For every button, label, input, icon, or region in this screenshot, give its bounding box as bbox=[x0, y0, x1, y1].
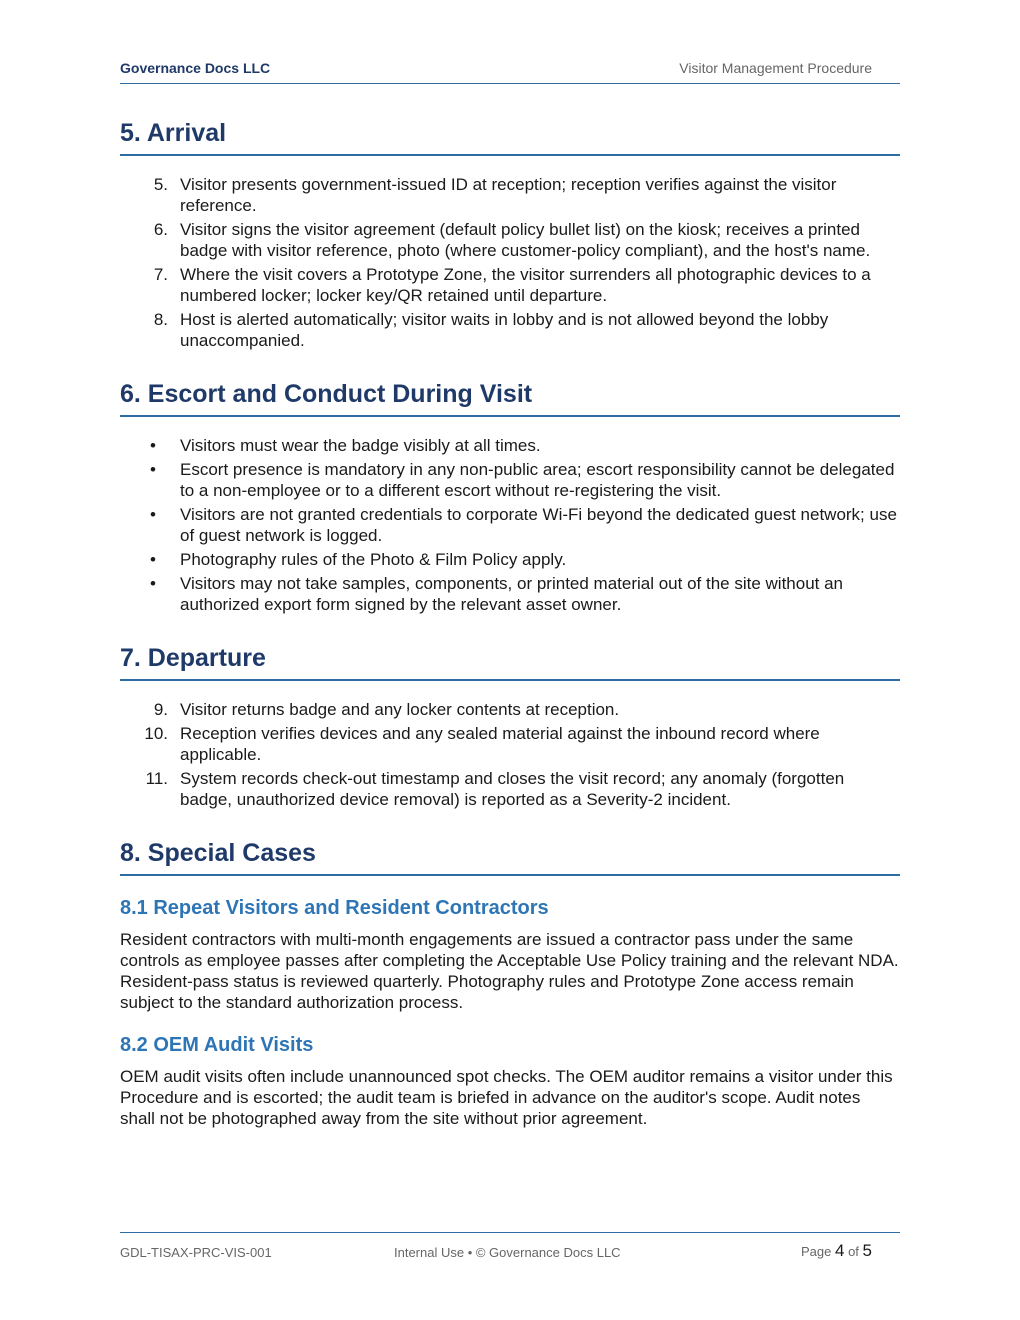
list-text: Photography rules of the Photo & Film Policy apply. bbox=[180, 550, 567, 569]
bullet-marker: • bbox=[150, 550, 156, 569]
paragraph-oem-audit: OEM audit visits often include unannounced spot checks. The OEM auditor remains a visitor under this Procedure and is escorted; the audit team is briefed in advance on the auditor's scope. Audit notes shall not be photographed away from the site without prior agreement. bbox=[120, 1067, 893, 1128]
total-pages: 5 bbox=[862, 1241, 872, 1260]
current-page: 4 bbox=[834, 1241, 845, 1260]
section-heading-arrival: 5. Arrival bbox=[120, 118, 900, 156]
list-text: Visitors must wear the badge visibly at all times. bbox=[180, 436, 541, 455]
section-heading-escort: 6. Escort and Conduct During Visit bbox=[120, 379, 900, 417]
list-number: 5. bbox=[153, 175, 168, 194]
list-item bbox=[120, 549, 900, 570]
list-item bbox=[120, 309, 900, 351]
bullet-marker: • bbox=[150, 574, 156, 593]
list-item bbox=[120, 264, 900, 306]
section-heading-special-cases: 8. Special Cases bbox=[120, 838, 900, 876]
of-label: of bbox=[848, 1244, 859, 1259]
list-item bbox=[120, 219, 900, 261]
page-label: Page bbox=[800, 1244, 832, 1259]
bullet-marker: • bbox=[150, 436, 156, 455]
list-text: Where the visit covers a Prototype Zone, the visitor surrenders all photographic devices to a numbered locker; locker key/QR retained until departure. bbox=[180, 265, 871, 305]
subsection-heading-repeat-visitors: 8.1 Repeat Visitors and Resident Contractors bbox=[120, 897, 549, 919]
list-number: 7. bbox=[153, 265, 168, 284]
list-item bbox=[120, 699, 900, 720]
list-text: System records check-out timestamp and closes the visit record; any anomaly (forgotten badge, unauthorized device removal) is reported as a Severity-2 incident. bbox=[180, 769, 845, 809]
arrival-list bbox=[120, 174, 900, 351]
list-item bbox=[120, 459, 900, 501]
list-number: 9. bbox=[153, 700, 168, 719]
page-number bbox=[801, 1241, 872, 1261]
list-text: Host is alerted automatically; visitor waits in lobby and is not allowed beyond the lobby unaccompanied. bbox=[180, 310, 829, 350]
list-text: Visitors may not take samples, components, or printed material out of the site without an authorized export form signed by the relevant asset owner. bbox=[180, 574, 844, 614]
list-item bbox=[120, 768, 900, 810]
list-number: 6. bbox=[153, 220, 168, 239]
departure-list bbox=[120, 699, 900, 810]
escort-list bbox=[120, 435, 900, 615]
paragraph-repeat-visitors: Resident contractors with multi-month engagements are issued a contractor pass under the same controls as employee passes after completing the Acceptable Use Policy training and the relevant NDA. Resident-pass status is reviewed quarterly. Photography rules and Prototype Zone access remain subject to the standard authorization process. bbox=[120, 930, 899, 1012]
document-id: GDL-TISAX-PRC-VIS-001 bbox=[120, 1245, 272, 1260]
classification-notice: Internal Use • © Governance Docs LLC bbox=[394, 1245, 621, 1260]
list-text: Escort presence is mandatory in any non-public area; escort responsibility cannot be delegated to a non-employee or to a different escort without re-registering the visit. bbox=[180, 460, 895, 500]
list-text: Visitor returns badge and any locker contents at reception. bbox=[180, 700, 620, 719]
page-footer bbox=[120, 1232, 900, 1260]
list-number: 8. bbox=[153, 310, 168, 329]
list-number: 10. bbox=[144, 724, 168, 743]
list-text: Visitor signs the visitor agreement (default policy bullet list) on the kiosk; receives a printed badge with visitor reference, photo (where customer-policy compliant), and the host's name. bbox=[180, 220, 871, 260]
company-name: Governance Docs LLC bbox=[120, 60, 271, 76]
bullet-marker: • bbox=[150, 460, 156, 479]
list-item bbox=[120, 504, 900, 546]
list-item bbox=[120, 723, 900, 765]
list-number: 11. bbox=[145, 769, 168, 788]
page-content bbox=[120, 118, 900, 1129]
bullet-marker: • bbox=[150, 505, 156, 524]
document-title: Visitor Management Procedure bbox=[679, 60, 872, 76]
subsection-heading-oem-audit: 8.2 OEM Audit Visits bbox=[120, 1034, 314, 1056]
list-item bbox=[120, 435, 900, 456]
list-text: Reception verifies devices and any sealed material against the inbound record where applicable. bbox=[180, 724, 820, 764]
page-header bbox=[120, 58, 900, 84]
list-item bbox=[120, 174, 900, 216]
list-item bbox=[120, 573, 900, 615]
list-text: Visitors are not granted credentials to corporate Wi-Fi beyond the dedicated guest network; use of guest network is logged. bbox=[180, 505, 897, 545]
list-text: Visitor presents government-issued ID at reception; reception verifies against the visitor reference. bbox=[180, 175, 837, 215]
section-heading-departure: 7. Departure bbox=[120, 643, 900, 681]
